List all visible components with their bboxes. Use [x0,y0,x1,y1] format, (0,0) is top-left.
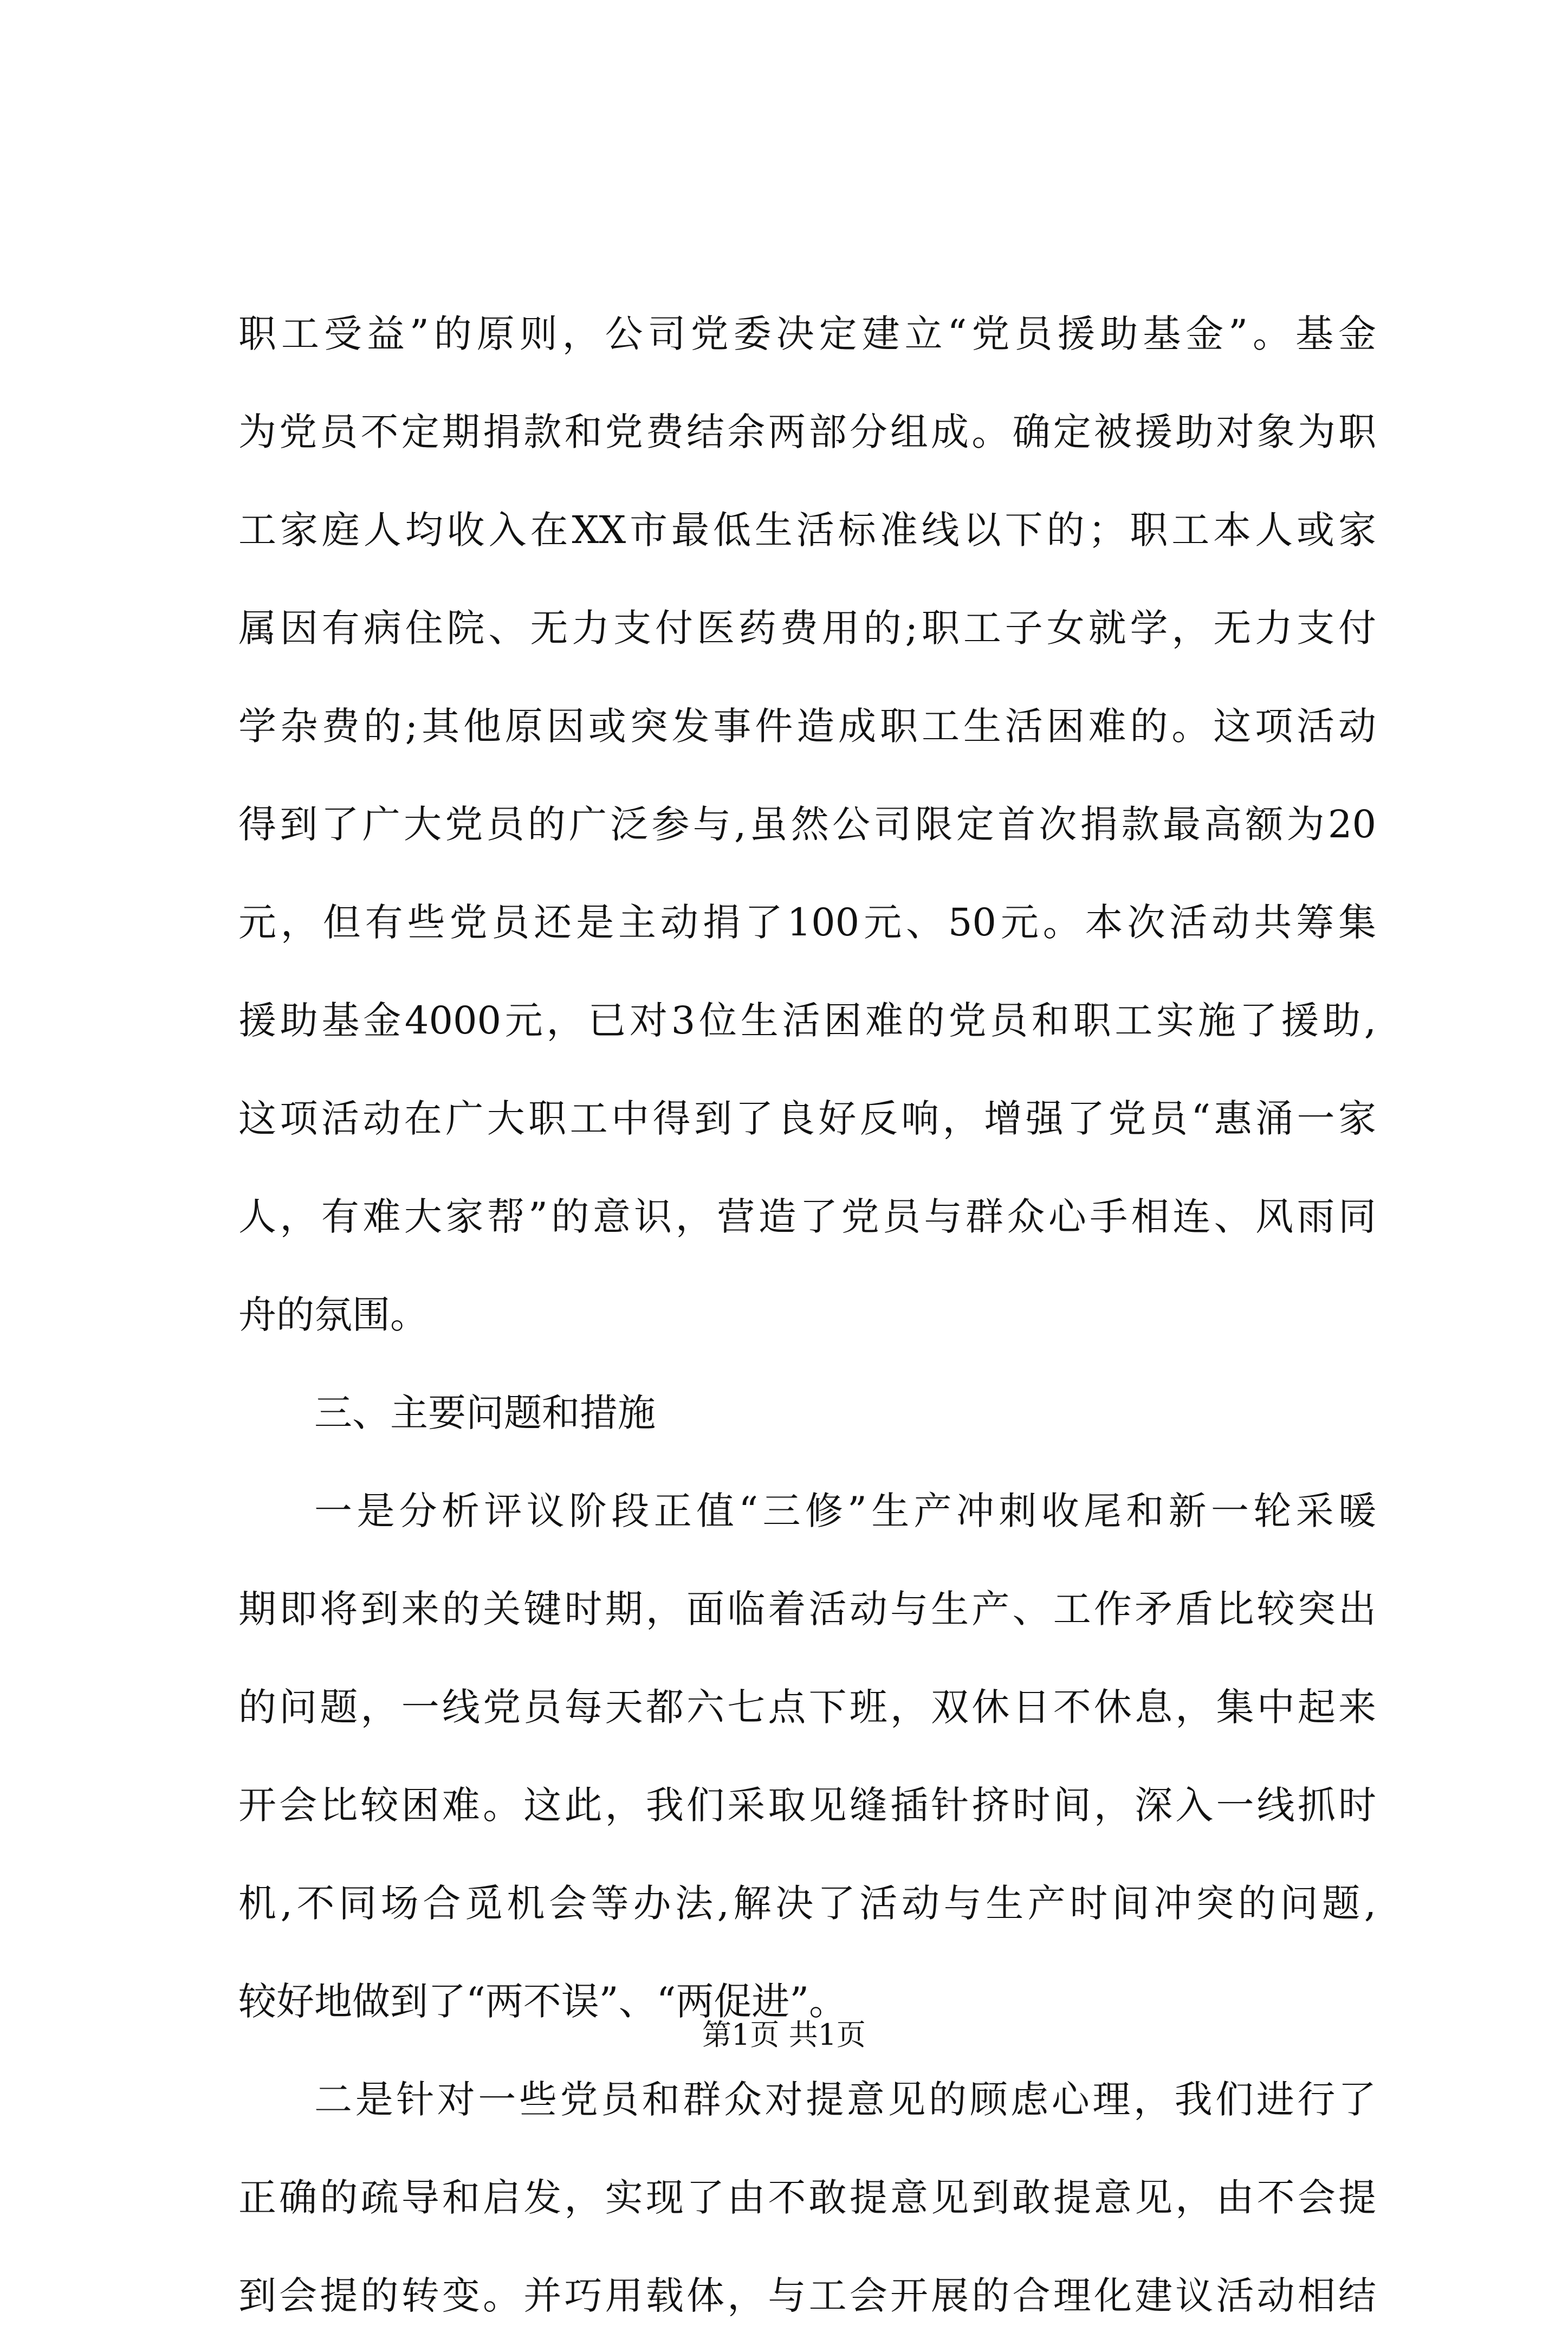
text-line: 得到了广大党员的广泛参与,虽然公司限定首次捐款最高额为20 [238,802,1376,847]
text-line: 为党员不定期捐款和党费结余两部分组成。确定被援助对象为职 [238,410,1376,454]
section-heading: 三、主要问题和措施 [314,1391,656,1435]
text-line: 职工受益”的原则，公司党委决定建立“党员援助基金”。基金 [238,312,1376,356]
text-line: 工家庭人均收入在XX市最低生活标准线以下的；职工本人或家 [238,508,1376,552]
text-line: 属因有病住院、无力支付医药费用的;职工子女就学，无力支付 [238,606,1376,650]
text-line: 学杂费的;其他原因或突发事件造成职工生活困难的。这项活动 [238,704,1376,748]
text-line: 这项活动在广大职工中得到了良好反响，增强了党员“惠涌一家 [238,1096,1376,1141]
text-line: 较好地做到了“两不误”、“两促进”。 [238,1979,847,2024]
text-line: 正确的疏导和启发，实现了由不敢提意见到敢提意见，由不会提 [238,2175,1376,2220]
text-line: 开会比较困难。这此，我们采取见缝插针挤时间，深入一线抓时 [238,1783,1376,1827]
text-line: 元，但有些党员还是主动捐了100元、50元。本次活动共筹集 [238,900,1376,945]
text-line: 人，有难大家帮”的意识，营造了党员与群众心手相连、风雨同 [238,1194,1376,1239]
page-footer: 第1页 共1页 [702,2018,866,2052]
text-line: 援助基金4000元，已对3位生活困难的党员和职工实施了援助, [238,998,1376,1043]
text-line: 期即将到来的关键时期，面临着活动与生产、工作矛盾比较突出 [238,1587,1376,1631]
text-line: 舟的氛围。 [238,1293,428,1337]
text-line: 机,不同场合觅机会等办法,解决了活动与生产时间冲突的问题, [238,1881,1376,1926]
text-line: 到会提的转变。并巧用载体，与工会开展的合理化建议活动相结 [238,2273,1376,2318]
text-line: 的问题，一线党员每天都六七点下班，双休日不休息，集中起来 [238,1685,1376,1729]
text-line: 一是分析评议阶段正值“三修”生产冲刺收尾和新一轮采暖 [314,1489,1376,1533]
text-line: 二是针对一些党员和群众对提意见的顾虑心理，我们进行了 [314,2077,1376,2122]
